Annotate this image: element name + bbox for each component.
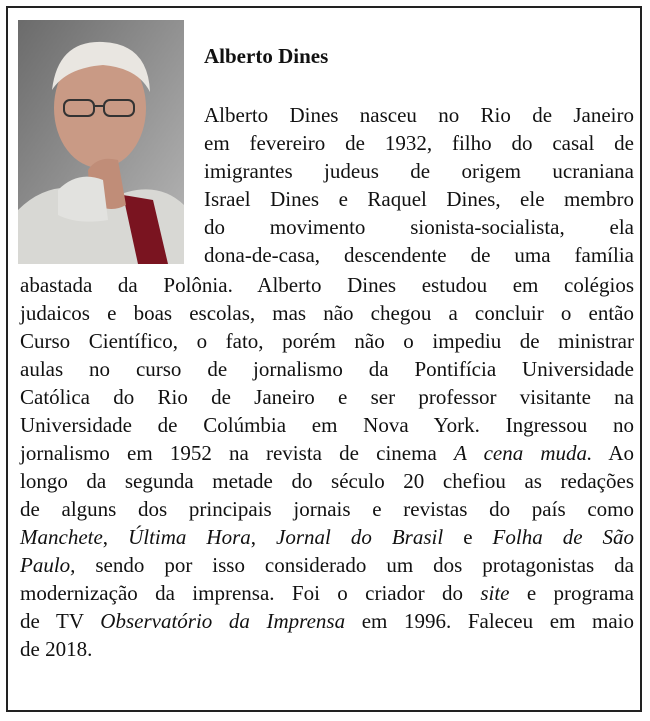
text-line: de 2018. xyxy=(20,637,93,661)
text-segment: e xyxy=(443,525,493,549)
italic-title: Folha de São xyxy=(492,525,635,549)
text-line: aulas no curso de jornalismo da Pontifícia Universidade xyxy=(20,357,634,381)
italic-title: Observatório da Imprensa xyxy=(100,609,346,633)
text-segment: , xyxy=(102,525,129,549)
text-line: judaicos e boas escolas, mas não chegou a concluir o então xyxy=(20,301,634,325)
italic-title: Manchete xyxy=(20,525,103,549)
text-line: de alguns dos principais jornais e revistas do país como xyxy=(20,497,634,521)
text-segment: e programa xyxy=(509,581,634,605)
portrait-photo xyxy=(18,20,184,264)
text-line xyxy=(20,523,634,551)
italic-title: A cena muda. xyxy=(453,441,593,465)
text-segment: jornalismo em 1952 na revista de cinema xyxy=(20,441,454,465)
text-line: longo da segunda metade do século 20 chefiou as redações xyxy=(20,469,634,493)
text-segment: de TV xyxy=(20,609,101,633)
text-line: Universidade de Colúmbia em Nova York. Ingressou no xyxy=(20,413,634,437)
text-line xyxy=(20,579,634,607)
italic-title: Paulo, xyxy=(20,553,76,577)
text-line: do movimento sionista-socialista, ela xyxy=(204,215,634,239)
text-line xyxy=(20,607,634,635)
text-line: Israel Dines e Raquel Dines, ele membro xyxy=(204,187,634,211)
text-line xyxy=(20,439,634,467)
text-segment: , xyxy=(250,525,277,549)
bio-title: Alberto Dines xyxy=(204,44,329,68)
italic-word: site xyxy=(480,581,510,605)
text-line: dona-de-casa, descendente de uma família xyxy=(204,243,634,267)
text-segment: Ao xyxy=(592,441,634,465)
text-line: Católica do Rio de Janeiro e ser professor visitante na xyxy=(20,385,634,409)
text-line: em fevereiro de 1932, filho do casal de xyxy=(204,131,634,155)
text-segment: sendo por isso considerado um dos protagonistas da xyxy=(75,553,634,577)
text-line: abastada da Polônia. Alberto Dines estudou em colégios xyxy=(20,273,634,297)
text-line: Curso Científico, o fato, porém não o impediu de ministrar xyxy=(20,329,634,353)
portrait-image xyxy=(18,20,184,264)
italic-title: Última Hora xyxy=(128,525,251,549)
text-segment: em 1996. Faleceu em maio xyxy=(345,609,634,633)
text-line xyxy=(20,551,634,579)
text-line: Alberto Dines nasceu no Rio de Janeiro xyxy=(204,103,634,127)
text-line: imigrantes judeus de origem ucraniana xyxy=(204,159,634,183)
italic-title: Jornal do Brasil xyxy=(276,525,444,549)
biography-box xyxy=(6,6,642,712)
text-segment: modernização da imprensa. Foi o criador do xyxy=(20,581,481,605)
